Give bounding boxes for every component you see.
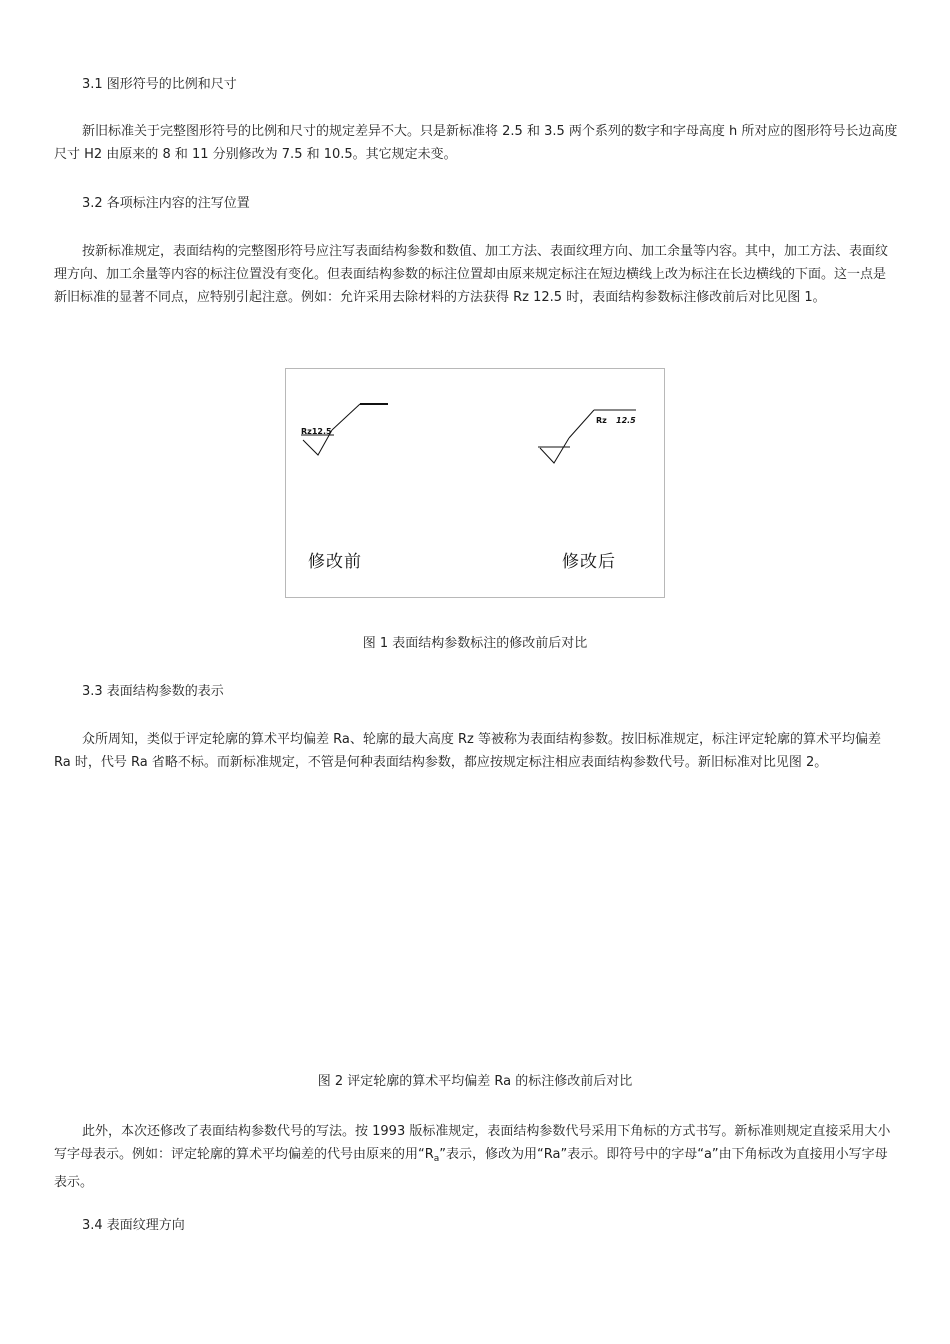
section-3-2-heading: 3.2 各项标注内容的注写位置	[82, 196, 250, 211]
section-3-3-heading: 3.3 表面结构参数的表示	[82, 684, 224, 699]
old-annotation-text: Rz12.5	[301, 427, 332, 436]
notation-text-part2: ”表示，修改为用“Ra”表示。即符号中的字母“a”由下角标改为直接用小写字母表示。	[54, 1147, 888, 1190]
notation-subscript: a	[433, 1154, 440, 1164]
old-symbol-long-leg	[332, 404, 360, 430]
section-3-4-heading: 3.4 表面纹理方向	[82, 1218, 185, 1233]
new-symbol-triangle	[540, 438, 569, 463]
paragraph-notation-change	[54, 1120, 898, 1194]
figure-1-caption: 图 1 表面结构参数标注的修改前后对比	[362, 636, 588, 651]
notation-text-part1: 此外，本次还修改了表面结构参数代号的写法。按 1993 版标准规定，表面结构参数代号采用下角标的方式书写。新标准则规定直接采用大小写字母表示。例如：评定轮廓的算术平均偏差的代号由原来的用“R	[54, 1124, 891, 1162]
label-after: 修改后	[562, 552, 616, 572]
new-symbol-long-leg	[569, 410, 594, 438]
section-3-2-paragraph: 按新标准规定，表面结构的完整图形符号应注写表面结构参数和数值、加工方法、表面纹理方向、加工余量等内容。其中，加工方法、表面纹理方向、加工余量等内容的标注位置没有变化。但表面结构参数的标注位置却由原来规定标注在短边横线上改为标注在长边横线的下面。这一点是新旧标准的显著不同点，应特别引起注意。例如：允许采用去除材料的方法获得 Rz 12.5 时，表面结构参数标注修改前后对比见图 1。	[54, 244, 889, 305]
section-3-3-paragraph: 众所周知，类似于评定轮廓的算术平均偏差 Ra、轮廓的最大高度 Rz 等被称为表面结构参数。按旧标准规定，标注评定轮廓的算术平均偏差 Ra 时，代号 Ra 省略不标。而新标准规定，不管是何种表面结构参数，都应按规定标注相应表面结构参数代号。新旧标准对比见图 2。	[54, 732, 881, 770]
new-annotation-param: Rz	[596, 416, 607, 425]
section-3-1-paragraph: 新旧标准关于完整图形符号的比例和尺寸的规定差异不大。只是新标准将 2.5 和 3.5 两个系列的数字和字母高度 h 所对应的图形符号长边高度尺寸 H2 由原来的 8 和 11 分别修改为 7.5 和 10.5。其它规定未变。	[54, 124, 898, 162]
label-before: 修改前	[308, 552, 362, 572]
new-annotation-value: 12.5	[616, 416, 636, 425]
figure-2-area	[54, 805, 898, 1055]
figure-2-caption: 图 2 评定轮廓的算术平均偏差 Ra 的标注修改前后对比	[317, 1074, 633, 1089]
figure-1	[285, 368, 665, 598]
section-3-1-heading: 3.1 图形符号的比例和尺寸	[82, 77, 237, 92]
